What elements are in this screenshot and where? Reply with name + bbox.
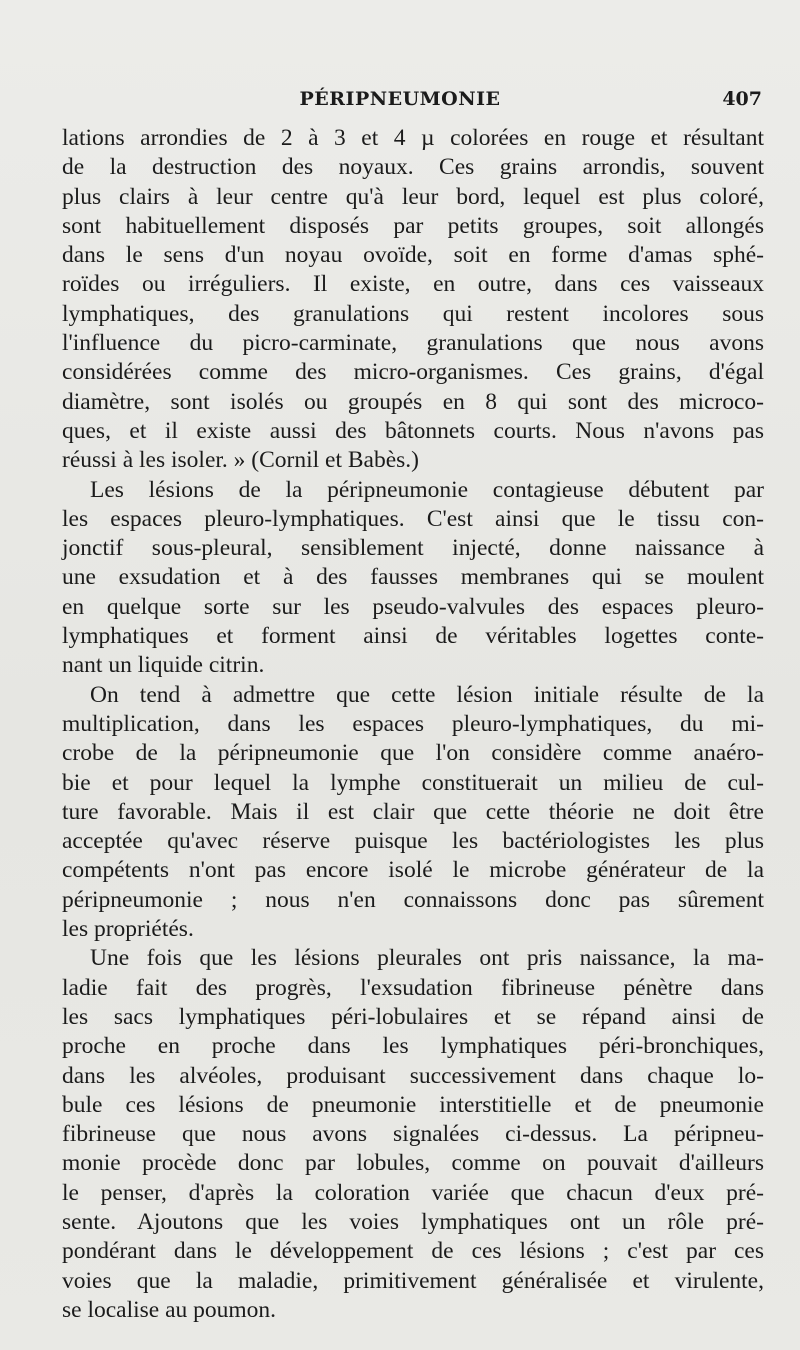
running-title: PÉRIPNEUMONIE xyxy=(299,88,501,110)
text-line: crobe de la péripneumonie que l'on considère comme anaéro- xyxy=(62,740,764,767)
text-line: acceptée qu'avec réserve puisque les bactériologistes les plus xyxy=(62,828,764,855)
text-line: voies que la maladie, primitivement généralisée et virulente, xyxy=(62,1267,764,1294)
text-line: le penser, d'après la coloration variée que chacun d'eux pré- xyxy=(62,1179,764,1206)
running-head xyxy=(0,88,800,118)
text-line: péripneumonie ; nous n'en connaissons donc pas sûrement xyxy=(62,886,764,913)
text-line: les sacs lymphatiques péri-lobulaires et se répand ainsi de xyxy=(62,1003,764,1030)
text-line: compétents n'ont pas encore isolé le microbe générateur de la xyxy=(62,857,764,884)
body-text xyxy=(62,124,764,1325)
text-line: proche en proche dans les lymphatiques péri-bronchiques, xyxy=(62,1033,764,1060)
text-line: en quelque sorte sur les pseudo-valvules des espaces pleuro- xyxy=(62,593,764,620)
text-line: réussi à les isoler. » (Cornil et Babès.) xyxy=(62,447,419,474)
text-line: lymphatiques et forment ainsi de véritables logettes conte- xyxy=(62,623,764,650)
text-line: une exsudation et à des fausses membranes qui se moulent xyxy=(62,564,764,591)
text-line: On tend à admettre que cette lésion initiale résulte de la xyxy=(90,681,764,708)
text-line: les propriétés. xyxy=(62,916,194,943)
text-line: jonctif sous-pleural, sensiblement injecté, donne naissance à xyxy=(62,535,764,562)
text-line: se localise au poumon. xyxy=(62,1296,277,1323)
text-line: les espaces pleuro-lymphatiques. C'est ainsi que le tissu con- xyxy=(62,505,764,532)
text-line: de la destruction des noyaux. Ces grains arrondis, souvent xyxy=(62,154,764,181)
text-line: lymphatiques, des granulations qui restent incolores sous xyxy=(62,300,764,327)
text-line: multiplication, dans les espaces pleuro-lymphatiques, du mi- xyxy=(62,710,764,737)
text-line: Une fois que les lésions pleurales ont pris naissance, la ma- xyxy=(90,945,764,972)
text-line: monie procède donc par lobules, comme on pouvait d'ailleurs xyxy=(62,1150,764,1177)
text-line: roïdes ou irréguliers. Il existe, en outre, dans ces vaisseaux xyxy=(62,271,764,298)
text-line: Les lésions de la péripneumonie contagieuse débutent par xyxy=(90,476,764,503)
text-line: plus clairs à leur centre qu'à leur bord, lequel est plus coloré, xyxy=(62,183,764,210)
text-line: ques, et il existe aussi des bâtonnets courts. Nous n'avons pas xyxy=(62,417,764,444)
text-line: nant un liquide citrin. xyxy=(62,652,265,679)
text-line: l'influence du picro-carminate, granulations que nous avons xyxy=(62,330,764,357)
text-line: sont habituellement disposés par petits groupes, soit allongés xyxy=(62,212,764,239)
text-line: considérées comme des micro-organismes. Ces grains, d'égal xyxy=(62,359,764,386)
text-line: sente. Ajoutons que les voies lymphatiques ont un rôle pré- xyxy=(62,1208,764,1235)
text-line: fibrineuse que nous avons signalées ci-dessus. La péripneu- xyxy=(62,1121,764,1148)
text-line: lations arrondies de 2 à 3 et 4 µ colorées en rouge et résultant xyxy=(62,125,764,151)
text-line: diamètre, sont isolés ou groupés en 8 qui sont des microco- xyxy=(62,388,764,415)
text-line: dans le sens d'un noyau ovoïde, soit en forme d'amas sphé- xyxy=(62,242,764,269)
page-number: 407 xyxy=(722,88,762,110)
text-line: bie et pour lequel la lymphe constituerait un milieu de cul- xyxy=(62,769,764,796)
text-line: ture favorable. Mais il est clair que cette théorie ne doit être xyxy=(62,798,764,825)
text-line: bule ces lésions de pneumonie interstitielle et de pneumonie xyxy=(62,1091,764,1118)
text-line: dans les alvéoles, produisant successivement dans chaque lo- xyxy=(62,1062,764,1089)
text-line: pondérant dans le développement de ces lésions ; c'est par ces xyxy=(62,1238,764,1265)
text-line: ladie fait des progrès, l'exsudation fibrineuse pénètre dans xyxy=(62,974,764,1001)
